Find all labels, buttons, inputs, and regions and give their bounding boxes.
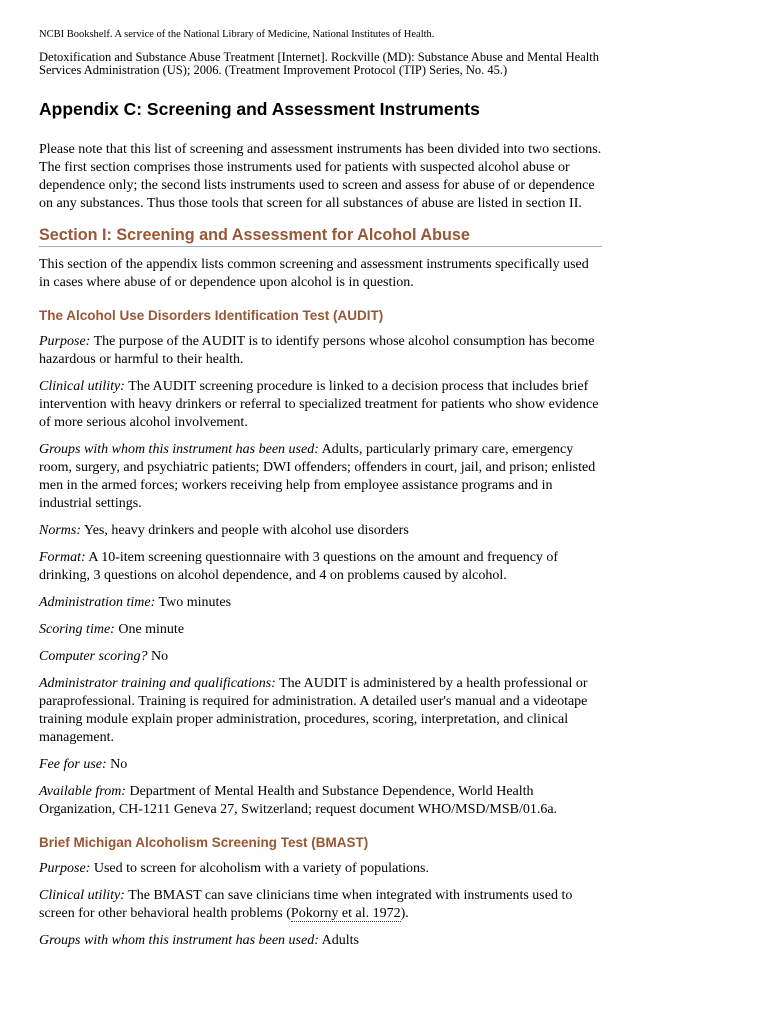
field-label: Format: — [39, 550, 86, 565]
audit-available-from — [39, 783, 602, 819]
field-text: Yes, heavy drinkers and people with alcohol use disorders — [84, 523, 409, 538]
field-text: The BMAST can save clinicians time when integrated with instruments used to screen for other behavioral health problems — [39, 888, 573, 921]
audit-purpose — [39, 333, 602, 369]
field-text: The purpose of the AUDIT is to identify persons whose alcohol consumption has become hazardous or harmful to their health. — [39, 334, 595, 367]
field-label: Scoring time: — [39, 622, 115, 637]
paren-close: ). — [400, 906, 409, 921]
audit-computer-scoring — [39, 648, 602, 666]
field-label: Purpose: — [39, 861, 91, 876]
audit-scoring-time — [39, 621, 602, 639]
field-label: Groups with whom this instrument has been used: — [39, 442, 319, 457]
section-intro: This section of the appendix lists common screening and assessment instruments specifically used in cases where abuse of or dependence upon alcohol is in question. — [39, 257, 589, 290]
field-text: No — [151, 649, 169, 664]
paren-open: ( — [286, 906, 291, 921]
field-text: No — [110, 757, 128, 772]
bmast-purpose — [39, 860, 602, 878]
audit-admin-time — [39, 594, 602, 612]
audit-clinical-utility — [39, 378, 602, 432]
field-label: Purpose: — [39, 334, 91, 349]
page-title: Appendix C: Screening and Assessment Instruments — [39, 99, 480, 119]
citation-link[interactable]: Pokorny et al. 1972 — [290, 906, 401, 921]
section-heading: Section I: Screening and Assessment for Alcohol Abuse — [39, 226, 602, 247]
bmast-groups — [39, 932, 602, 950]
field-label: Norms: — [39, 523, 82, 538]
field-label: Administration time: — [39, 595, 156, 610]
field-text: Used to screen for alcoholism with a variety of populations. — [93, 861, 429, 876]
field-text: A 10-item screening questionnaire with 3 questions on the amount and frequency of drinking, 3 questions on alcohol dependence, and 4 on problems caused by alcohol. — [39, 550, 559, 583]
field-text: One minute — [118, 622, 185, 637]
audit-format — [39, 549, 602, 585]
field-label: Groups with whom this instrument has been used: — [39, 933, 319, 948]
citation: Detoxification and Substance Abuse Treatment [Internet]. Rockville (MD): Substance Abuse and Mental Health Services Administration (US); 2006. (Treatment Improvement Protocol (TIP) Series, No. 45.) — [39, 50, 599, 77]
field-text: The AUDIT screening procedure is linked to a decision process that includes brief intervention with heavy drinkers or referral to specialized treatment for patients who show evidence of more serious alcohol involvement. — [39, 379, 599, 430]
field-text: The AUDIT is administered by a health professional or paraprofessional. Training is required for administration. A detailed user's manual and a videotape training module explain proper administration, procedures, scoring, interpretation, and clinical management. — [39, 676, 588, 745]
field-label: Clinical utility: — [39, 888, 125, 903]
field-label: Clinical utility: — [39, 379, 125, 394]
bmast-heading: Brief Michigan Alcoholism Screening Test (BMAST) — [39, 835, 369, 850]
field-label: Fee for use: — [39, 757, 107, 772]
field-text: Adults — [321, 933, 359, 948]
audit-norms — [39, 522, 602, 540]
audit-heading: The Alcohol Use Disorders Identification Test (AUDIT) — [39, 308, 384, 323]
bmast-clinical-utility — [39, 887, 602, 923]
field-text: Adults, particularly primary care, emergency room, surgery, and psychiatric patients; DWI offenders; offenders in court, jail, and prison; enlisted men in the armed forces; workers receiving help from employee assistance programs and in industrial settings. — [39, 442, 596, 511]
intro-paragraph: Please note that this list of screening and assessment instruments has been divided into two sections. The first section comprises those instruments used for patients with suspected alcohol abuse or dependence only; the second lists instruments used to screen and assess for abuse of or dependence on any substances. Thus those tools that screen for all substances of abuse are listed in section II. — [39, 142, 602, 211]
audit-groups — [39, 441, 602, 513]
field-label: Available from: — [39, 784, 126, 799]
field-text: Department of Mental Health and Substance Dependence, World Health Organization, CH-1211 Geneva 27, Switzerland; request document WHO/MSD/MSB/01.6a. — [39, 784, 558, 817]
field-label: Computer scoring? — [39, 649, 148, 664]
audit-admin-training — [39, 675, 602, 747]
ncbi-header: NCBI Bookshelf. A service of the National Library of Medicine, National Institutes of Health. — [39, 29, 435, 40]
audit-fee — [39, 756, 602, 774]
field-text: Two minutes — [158, 595, 232, 610]
field-label: Administrator training and qualifications: — [39, 676, 276, 691]
